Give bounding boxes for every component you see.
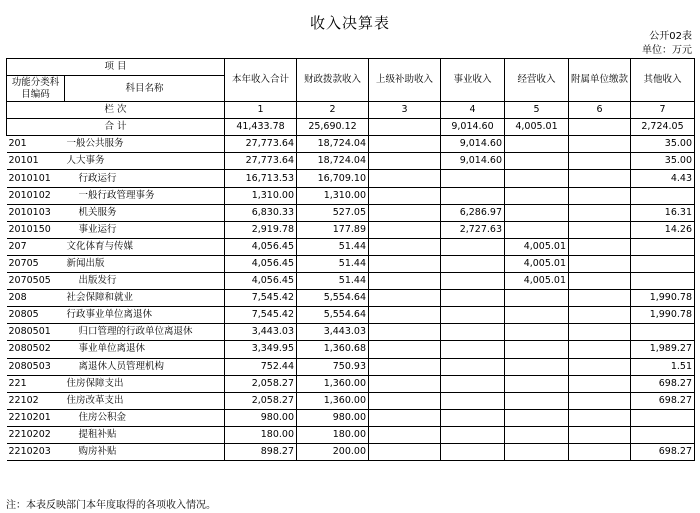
row-value <box>631 255 695 272</box>
row-code: 20805 <box>7 307 65 324</box>
row-value: 750.93 <box>297 358 369 375</box>
row-value <box>441 443 505 460</box>
row-value <box>441 426 505 443</box>
row-code: 2070505 <box>7 273 65 290</box>
table-row <box>7 358 695 375</box>
row-value <box>369 443 441 460</box>
row-value <box>569 221 631 238</box>
row-value <box>441 290 505 307</box>
row-value <box>569 341 631 358</box>
table-row <box>7 153 695 170</box>
row-value <box>369 187 441 204</box>
row-value <box>505 409 569 426</box>
row-name: 出版发行 <box>65 273 225 290</box>
row-value <box>569 290 631 307</box>
row-code: 2080503 <box>7 358 65 375</box>
row-code: 2080501 <box>7 324 65 341</box>
row-value: 27,773.64 <box>225 153 297 170</box>
row-name: 新闻出版 <box>65 255 225 272</box>
row-value: 16,709.10 <box>297 170 369 187</box>
func-code-header: 功能分类科目编码 <box>7 76 65 102</box>
row-code: 2210202 <box>7 426 65 443</box>
item-header: 项 目 <box>7 59 225 76</box>
table-row <box>7 136 695 153</box>
row-value <box>505 221 569 238</box>
row-name: 人大事务 <box>65 153 225 170</box>
row-value <box>441 255 505 272</box>
table-row <box>7 426 695 443</box>
row-value: 51.44 <box>297 273 369 290</box>
row-value: 698.27 <box>631 392 695 409</box>
row-code: 2010103 <box>7 204 65 221</box>
row-value: 35.00 <box>631 136 695 153</box>
row-name: 住房改革支出 <box>65 392 225 409</box>
row-code: 20101 <box>7 153 65 170</box>
row-value <box>505 375 569 392</box>
row-name: 事业单位离退休 <box>65 341 225 358</box>
row-value: 980.00 <box>297 409 369 426</box>
row-value: 752.44 <box>225 358 297 375</box>
row-value <box>441 187 505 204</box>
row-value <box>569 273 631 290</box>
table-row <box>7 290 695 307</box>
row-value <box>505 290 569 307</box>
row-name: 提租补贴 <box>65 426 225 443</box>
col-header: 本年收入合计 <box>225 59 297 102</box>
table-row <box>7 221 695 238</box>
row-code: 2010101 <box>7 170 65 187</box>
row-value: 4,005.01 <box>505 273 569 290</box>
row-name: 行政运行 <box>65 170 225 187</box>
col-header: 其他收入 <box>631 59 695 102</box>
row-value <box>569 375 631 392</box>
row-value <box>505 358 569 375</box>
row-value: 177.89 <box>297 221 369 238</box>
row-value <box>631 426 695 443</box>
row-value <box>441 358 505 375</box>
row-value <box>569 409 631 426</box>
seq-cell: 1 <box>225 102 297 119</box>
table-row <box>7 409 695 426</box>
total-value: 25,690.12 <box>297 119 369 136</box>
row-value: 898.27 <box>225 443 297 460</box>
row-value: 2,727.63 <box>441 221 505 238</box>
row-value <box>369 204 441 221</box>
row-value: 4,005.01 <box>505 255 569 272</box>
table-row <box>7 238 695 255</box>
row-value: 14.26 <box>631 221 695 238</box>
row-value <box>569 324 631 341</box>
row-value <box>441 273 505 290</box>
row-value: 1,360.00 <box>297 375 369 392</box>
row-value <box>505 136 569 153</box>
row-value <box>569 392 631 409</box>
row-value: 51.44 <box>297 255 369 272</box>
seq-cell: 7 <box>631 102 695 119</box>
row-value: 4,056.45 <box>225 238 297 255</box>
row-code: 20705 <box>7 255 65 272</box>
row-value <box>569 426 631 443</box>
row-value <box>369 170 441 187</box>
row-value: 6,286.97 <box>441 204 505 221</box>
row-value <box>631 238 695 255</box>
seq-cell: 2 <box>297 102 369 119</box>
col-header: 附属单位缴款 <box>569 59 631 102</box>
row-name: 行政事业单位离退休 <box>65 307 225 324</box>
row-value <box>369 136 441 153</box>
row-value: 6,830.33 <box>225 204 297 221</box>
row-value <box>505 307 569 324</box>
row-value <box>505 170 569 187</box>
row-code: 2080502 <box>7 341 65 358</box>
row-value <box>631 273 695 290</box>
row-value <box>369 290 441 307</box>
row-value <box>569 187 631 204</box>
row-value: 18,724.04 <box>297 136 369 153</box>
col-header: 经营收入 <box>505 59 569 102</box>
row-value: 5,554.64 <box>297 307 369 324</box>
row-value: 698.27 <box>631 443 695 460</box>
table-row <box>7 273 695 290</box>
seq-cell: 3 <box>369 102 441 119</box>
row-value: 1,360.68 <box>297 341 369 358</box>
table-row <box>7 170 695 187</box>
row-name: 购房补贴 <box>65 443 225 460</box>
row-value <box>369 392 441 409</box>
row-value <box>369 426 441 443</box>
seq-cell: 6 <box>569 102 631 119</box>
row-value: 698.27 <box>631 375 695 392</box>
table-row <box>7 443 695 460</box>
row-value: 18,724.04 <box>297 153 369 170</box>
row-value: 1,990.78 <box>631 290 695 307</box>
row-value: 1,990.78 <box>631 307 695 324</box>
total-label: 合 计 <box>7 119 225 136</box>
row-value <box>369 358 441 375</box>
row-value: 9,014.60 <box>441 136 505 153</box>
row-name: 住房保障支出 <box>65 375 225 392</box>
row-name: 一般行政管理事务 <box>65 187 225 204</box>
row-value: 5,554.64 <box>297 290 369 307</box>
row-value <box>441 307 505 324</box>
row-code: 22102 <box>7 392 65 409</box>
table-row <box>7 375 695 392</box>
row-value <box>569 136 631 153</box>
table-row <box>7 307 695 324</box>
row-value: 27,773.64 <box>225 136 297 153</box>
row-value <box>569 204 631 221</box>
row-value: 200.00 <box>297 443 369 460</box>
row-value: 180.00 <box>297 426 369 443</box>
row-value <box>441 341 505 358</box>
item-name-header: 科目名称 <box>65 76 225 102</box>
row-value: 4,056.45 <box>225 273 297 290</box>
table-row <box>7 255 695 272</box>
row-value <box>369 221 441 238</box>
total-value: 2,724.05 <box>631 119 695 136</box>
row-value <box>441 170 505 187</box>
row-value: 2,919.78 <box>225 221 297 238</box>
row-value: 35.00 <box>631 153 695 170</box>
row-value <box>631 409 695 426</box>
row-name: 机关服务 <box>65 204 225 221</box>
row-value: 7,545.42 <box>225 290 297 307</box>
row-value <box>505 443 569 460</box>
row-name: 社会保障和就业 <box>65 290 225 307</box>
unit-label: 单位：万元 <box>642 45 692 56</box>
form-meta <box>642 30 692 58</box>
row-value <box>569 443 631 460</box>
table-row <box>7 204 695 221</box>
row-value: 2,058.27 <box>225 375 297 392</box>
row-code: 2210203 <box>7 443 65 460</box>
row-code: 2210201 <box>7 409 65 426</box>
row-value: 16.31 <box>631 204 695 221</box>
total-value <box>369 119 441 136</box>
row-value <box>631 187 695 204</box>
row-value <box>441 324 505 341</box>
row-value: 1,360.00 <box>297 392 369 409</box>
row-value <box>505 153 569 170</box>
row-value <box>441 375 505 392</box>
row-value: 2,058.27 <box>225 392 297 409</box>
row-value <box>505 426 569 443</box>
row-value <box>569 255 631 272</box>
table-row <box>7 341 695 358</box>
row-value <box>569 358 631 375</box>
row-value <box>505 324 569 341</box>
row-value: 180.00 <box>225 426 297 443</box>
row-value <box>369 409 441 426</box>
row-value <box>369 273 441 290</box>
row-value: 4.43 <box>631 170 695 187</box>
row-value: 16,713.53 <box>225 170 297 187</box>
row-code: 208 <box>7 290 65 307</box>
row-code: 207 <box>7 238 65 255</box>
total-value: 41,433.78 <box>225 119 297 136</box>
table-row <box>7 324 695 341</box>
income-table <box>6 58 695 461</box>
row-name: 一般公共服务 <box>65 136 225 153</box>
row-value: 9,014.60 <box>441 153 505 170</box>
col-header: 事业收入 <box>441 59 505 102</box>
row-value <box>441 392 505 409</box>
form-number: 公开02表 <box>649 31 692 42</box>
col-header: 上级补助收入 <box>369 59 441 102</box>
row-value <box>441 409 505 426</box>
seq-label: 栏 次 <box>7 102 225 119</box>
row-code: 2010150 <box>7 221 65 238</box>
table-row <box>7 187 695 204</box>
row-value: 7,545.42 <box>225 307 297 324</box>
total-value: 4,005.01 <box>505 119 569 136</box>
row-value <box>369 375 441 392</box>
row-value <box>369 341 441 358</box>
row-value <box>369 238 441 255</box>
row-value <box>505 204 569 221</box>
row-value <box>505 187 569 204</box>
row-value: 3,349.95 <box>225 341 297 358</box>
row-value <box>505 341 569 358</box>
row-value: 3,443.03 <box>297 324 369 341</box>
row-value: 1,989.27 <box>631 341 695 358</box>
row-value <box>369 255 441 272</box>
row-value <box>441 238 505 255</box>
row-value <box>631 324 695 341</box>
total-value <box>569 119 631 136</box>
row-value: 1.51 <box>631 358 695 375</box>
row-value: 527.05 <box>297 204 369 221</box>
row-value: 1,310.00 <box>225 187 297 204</box>
row-value <box>369 307 441 324</box>
seq-cell: 4 <box>441 102 505 119</box>
row-name: 离退休人员管理机构 <box>65 358 225 375</box>
row-name: 事业运行 <box>65 221 225 238</box>
row-value <box>569 307 631 324</box>
row-name: 文化体育与传媒 <box>65 238 225 255</box>
row-name: 归口管理的行政单位离退休 <box>65 324 225 341</box>
row-value <box>569 238 631 255</box>
row-value: 1,310.00 <box>297 187 369 204</box>
page-title: 收入决算表 <box>309 14 390 32</box>
row-code: 221 <box>7 375 65 392</box>
total-value: 9,014.60 <box>441 119 505 136</box>
row-value <box>505 392 569 409</box>
row-code: 201 <box>7 136 65 153</box>
col-header: 财政拨款收入 <box>297 59 369 102</box>
row-name: 住房公积金 <box>65 409 225 426</box>
row-value: 51.44 <box>297 238 369 255</box>
row-code: 2010102 <box>7 187 65 204</box>
table-row <box>7 392 695 409</box>
row-value <box>369 324 441 341</box>
footnote: 注：本表反映部门本年度取得的各项收入情况。 <box>6 500 216 511</box>
row-value: 4,056.45 <box>225 255 297 272</box>
row-value: 3,443.03 <box>225 324 297 341</box>
row-value <box>569 170 631 187</box>
seq-cell: 5 <box>505 102 569 119</box>
row-value: 4,005.01 <box>505 238 569 255</box>
row-value <box>569 153 631 170</box>
row-value: 980.00 <box>225 409 297 426</box>
row-value <box>369 153 441 170</box>
